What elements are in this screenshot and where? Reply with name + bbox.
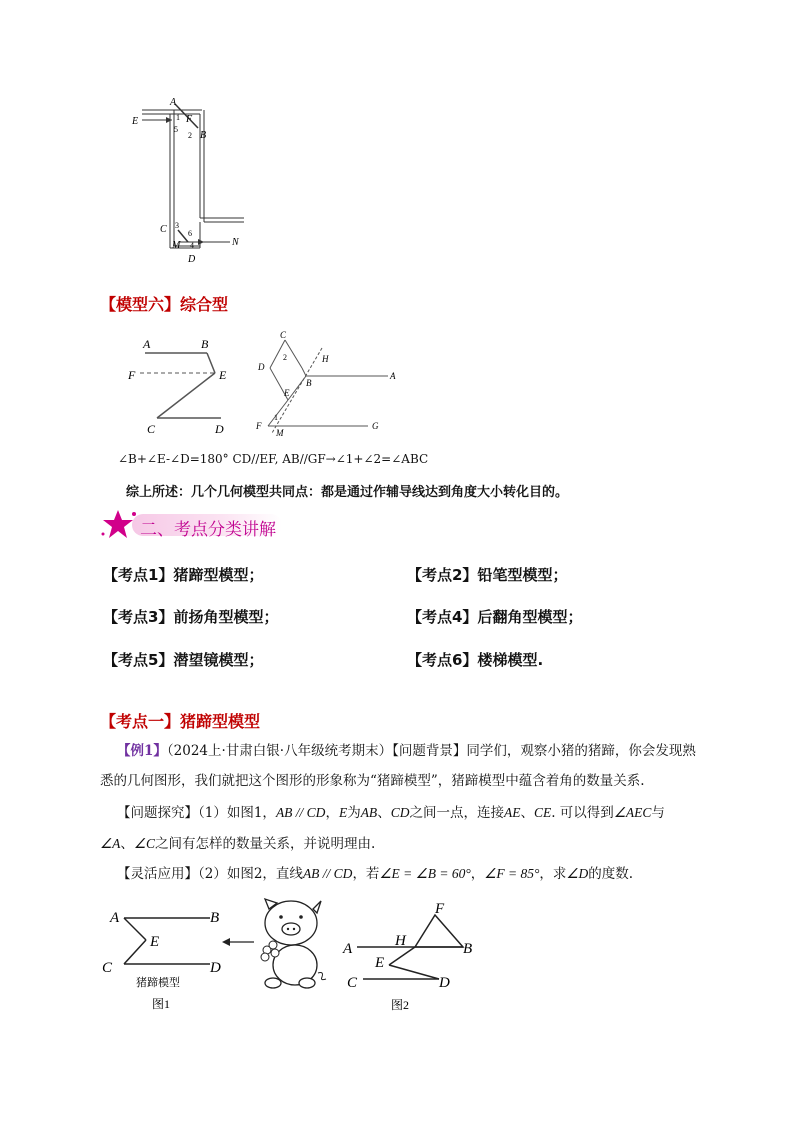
fig2-C: C [347,975,358,991]
fig1-inner-caption: 猪蹄模型 [136,977,180,989]
fig2-B: B [463,941,473,957]
m6l-B: B [201,337,209,351]
m6r-M: M [276,428,284,438]
math-angle-aec: ∠AEC [613,805,652,820]
model6-formula: ∠B+∠E-∠D=180° CD//EF, AB//GF→∠1+∠2=∠ABC [118,452,429,466]
pig-illustration [255,895,330,990]
l4a: 、 [120,836,134,852]
math-ce: CE [533,805,552,820]
l3c: 为 [347,805,361,821]
fig1-E: E [150,934,160,950]
l5d: ，求 [539,866,567,882]
fig2-A: A [343,941,353,957]
example-line-4 [100,828,375,860]
m6r-G: G [372,421,379,431]
math-ae: AE [503,805,521,820]
fig2-F: F [435,901,445,917]
model6-right-figure [250,328,410,440]
fig-top-label-C: C [160,224,167,235]
m6r-D: D [258,362,265,372]
math-angle-d: ∠D [566,866,589,881]
fig-top-label-N: N [232,237,239,248]
fig1-C: C [102,960,113,976]
fig2-H: H [395,933,406,949]
fig-top-label-M: M [172,240,181,251]
figure-1 [100,900,240,1015]
example-tag: 【例1】 [117,743,167,759]
l5b: ，若 [352,866,380,882]
l3g: . 可以得到 [551,805,614,821]
math-e: E [338,805,348,820]
fig1-B: B [210,910,220,926]
l3b: ， [325,805,339,821]
fig-top-label-4: 4 [190,241,194,250]
l4b: 之间有怎样的数量关系，并说明理由. [154,836,376,852]
fig-top-label-2: 2 [188,131,192,140]
fig1-A: A [110,910,120,926]
math-angle-c: ∠C [133,836,155,851]
m6r-B: B [306,378,312,388]
m6r-E: E [284,388,290,398]
fig-top-label-E: E [132,116,139,127]
arrow-left-icon [220,935,256,949]
point-6: 【考点6】楼梯模型. [407,651,544,669]
m6l-D: D [215,422,224,436]
m6r-C: C [280,330,287,340]
l3f: 、 [520,805,534,821]
fig1-D: D [210,960,221,976]
fig-top-label-D: D [188,254,196,265]
m6r-1: 1 [274,413,278,422]
point-1: 【考点1】猪蹄型模型； [103,566,264,584]
model6-summary: 综上所述：几个几何模型共同点：都是通过作辅导线达到角度大小转化目的。 [126,485,569,500]
m6r-2: 2 [283,353,287,362]
l3h: 与 [651,805,665,821]
m6l-C: C [147,422,156,436]
math-angle-a: ∠A [100,836,121,851]
m6l-A: A [143,337,151,351]
fig-top-label-A: A [170,97,177,108]
m6r-H: H [322,354,329,364]
fig1-caption: 图1 [152,997,171,1011]
m6l-E: E [219,368,227,382]
top-stair-figure [120,90,260,265]
math-angle-e-eq-b: ∠E = ∠B = 60° [379,866,471,881]
fig-top-label-5: 5 [174,125,178,134]
model6-title: 【模型六】综合型 [100,295,229,314]
point-4: 【考点4】后翻角型模型； [407,608,583,626]
example-line-5 [117,858,633,890]
example-line-3 [117,797,665,829]
point-3: 【考点3】前扬角型模型； [103,608,279,626]
m6r-A: A [390,371,396,381]
l3d: 、 [377,805,391,821]
math-ab-parallel-cd: AB // CD [275,805,326,820]
math-ab: AB [360,805,378,820]
example-line-2: 悉的几何图形，我们就把这个图形的形象称为“猪蹄模型”，猪蹄模型中蕴含着角的数量关系. [100,773,645,789]
fig-top-label-B: B [200,130,207,141]
l5a: 【灵活应用】（2）如图2，直线 [117,866,303,882]
m6r-F: F [256,421,262,431]
fig-top-label-F: F [186,114,193,125]
fig2-D: D [439,975,450,991]
l5e: 的度数. [588,866,634,882]
m6l-F: F [128,368,136,382]
math-cd: CD [390,805,410,820]
fig-top-label-1: 1 [176,113,180,122]
example-line-1 [117,736,696,767]
fig2-caption: 图2 [391,998,410,1012]
l5c: ， [470,866,485,882]
fig-top-label-6: 6 [188,229,192,238]
fig-top-label-3: 3 [175,221,179,230]
model6-left-figure [125,333,245,438]
math-ab-parallel-cd-2: AB // CD [302,866,353,881]
l3e: 之间一点，连接 [409,805,504,821]
l3a: 【问题探究】（1）如图1， [117,805,276,821]
point-2: 【考点2】铅笔型模型； [407,566,568,584]
banner-title: 二、考点分类讲解 [140,520,276,540]
example-text-1: （2024上·甘肃白银·八年级统考期末）【问题背景】同学们，观察小猪的猪蹄，你会发现熟 [166,743,696,759]
math-angle-f: ∠F = 85° [484,866,540,881]
point-5: 【考点5】潜望镜模型； [103,651,264,669]
fig2-E: E [375,955,385,971]
section1-title: 【考点一】猪蹄型模型 [100,712,261,731]
figure-2 [335,895,485,1020]
section-banner [98,508,288,540]
